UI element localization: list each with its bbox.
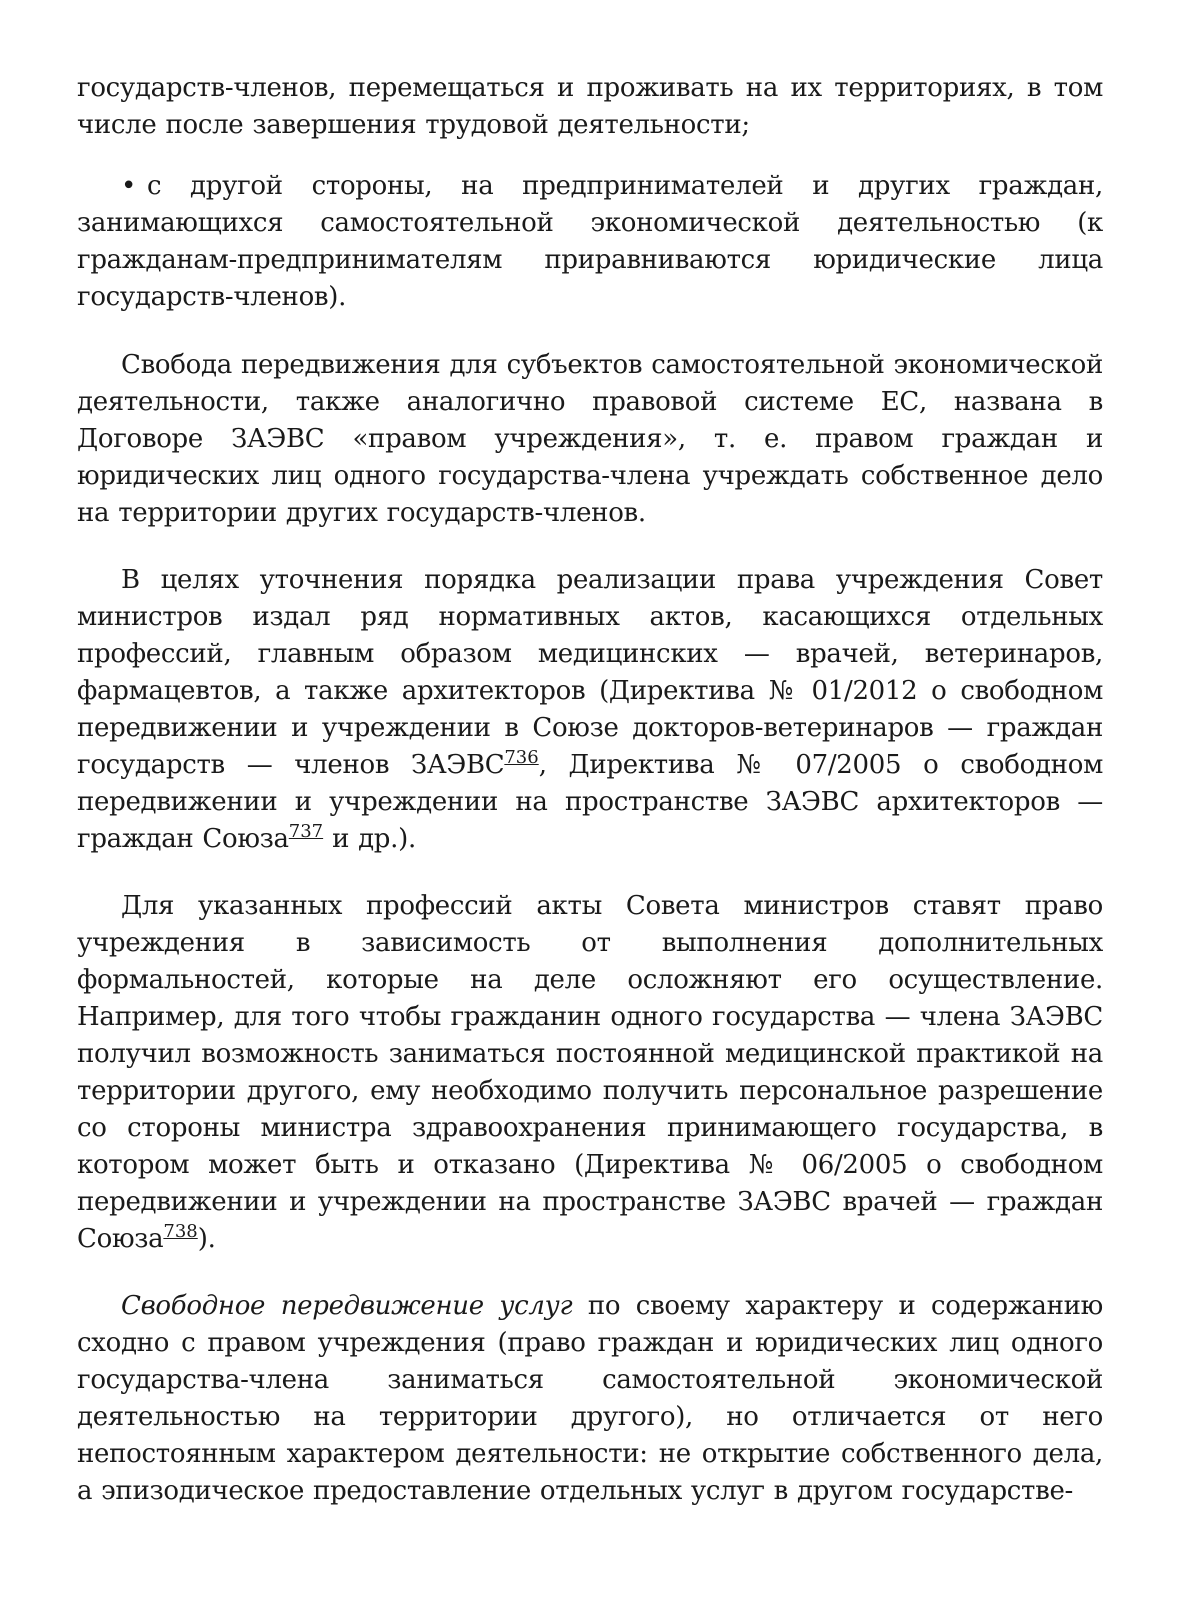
footnote-ref-736[interactable]: 736 — [504, 747, 539, 768]
paragraph-text: ). — [197, 1224, 216, 1254]
bullet-marker: • — [121, 171, 137, 201]
bullet-text: с другой стороны, на предпринимателей и других граждан, занимающихся самостоятельной экономической деятельностью (к гражданам-предпринимателям приравниваются юридические лица государств-членов). — [77, 171, 1103, 312]
paragraph-council-acts — [77, 562, 1103, 858]
paragraph-continuation: государств-членов, перемещаться и проживать на их территориях, в том числе после завершения трудовой деятельности; — [77, 73, 1103, 140]
paragraph-text: по своему характеру и содержанию сходно с правом учреждения (право граждан и юридических лиц одного государства-члена заниматься самостоятельной экономической деятельностью на территории другого), но отличается от него непостоянным характером деятельности: не открытие собственного дела, а эпизодическое предоставление отдельных услуг в другом государстве- — [77, 1291, 1104, 1506]
paragraph-text: Для указанных профессий акты Совета министров ставят право учреждения в зависимость от выполнения дополнительных формальностей, которые на деле осложняют его осуществление. Например, для того чтобы гражданин одного государства — члена ЗАЭВС получил возможность заниматься постоянной медицинской практикой на территории другого, ему необходимо получить персональное разрешение со стороны министра здравоохранения принимающего государства, в котором может быть и отказано (Директива № 06/2005 о свободном передвижении и учреждении на пространстве ЗАЭВС врачей — граждан Союза — [77, 891, 1103, 1254]
bullet-item — [77, 168, 1103, 316]
paragraph-professions — [77, 888, 1103, 1258]
italic-term: Свободное передвижение услуг — [121, 1291, 573, 1321]
footnote-ref-737[interactable]: 737 — [288, 821, 324, 842]
document-body — [77, 70, 1103, 1510]
footnote-ref-738[interactable]: 738 — [163, 1221, 198, 1242]
paragraph-text: , Директива № 07/2005 о свободном передвижении и учреждении на пространстве ЗАЭВС архитекторов — граждан Союза — [77, 750, 1103, 854]
paragraph-services — [77, 1288, 1103, 1510]
paragraph-establishment-right: Свобода передвижения для субъектов самостоятельной экономической деятельности, также аналогично правовой системе ЕС, названа в Договоре ЗАЭВС «правом учреждения», т. е. правом граждан и юридических лиц одного государства-члена учреждать собственное дело на территории других государств-членов. — [77, 350, 1103, 528]
paragraph-text: и др.). — [323, 824, 416, 854]
paragraph-text: В целях уточнения порядка реализации права учреждения Совет министров издал ряд нормативных актов, касающихся отдельных профессий, главным образом медицинских — врачей, ветеринаров, фармацевтов, а также архитекторов (Директива № 01/2012 о свободном передвижении и учреждении в Союзе докторов-ветеринаров — граждан государств — членов ЗАЭВС — [77, 565, 1103, 780]
